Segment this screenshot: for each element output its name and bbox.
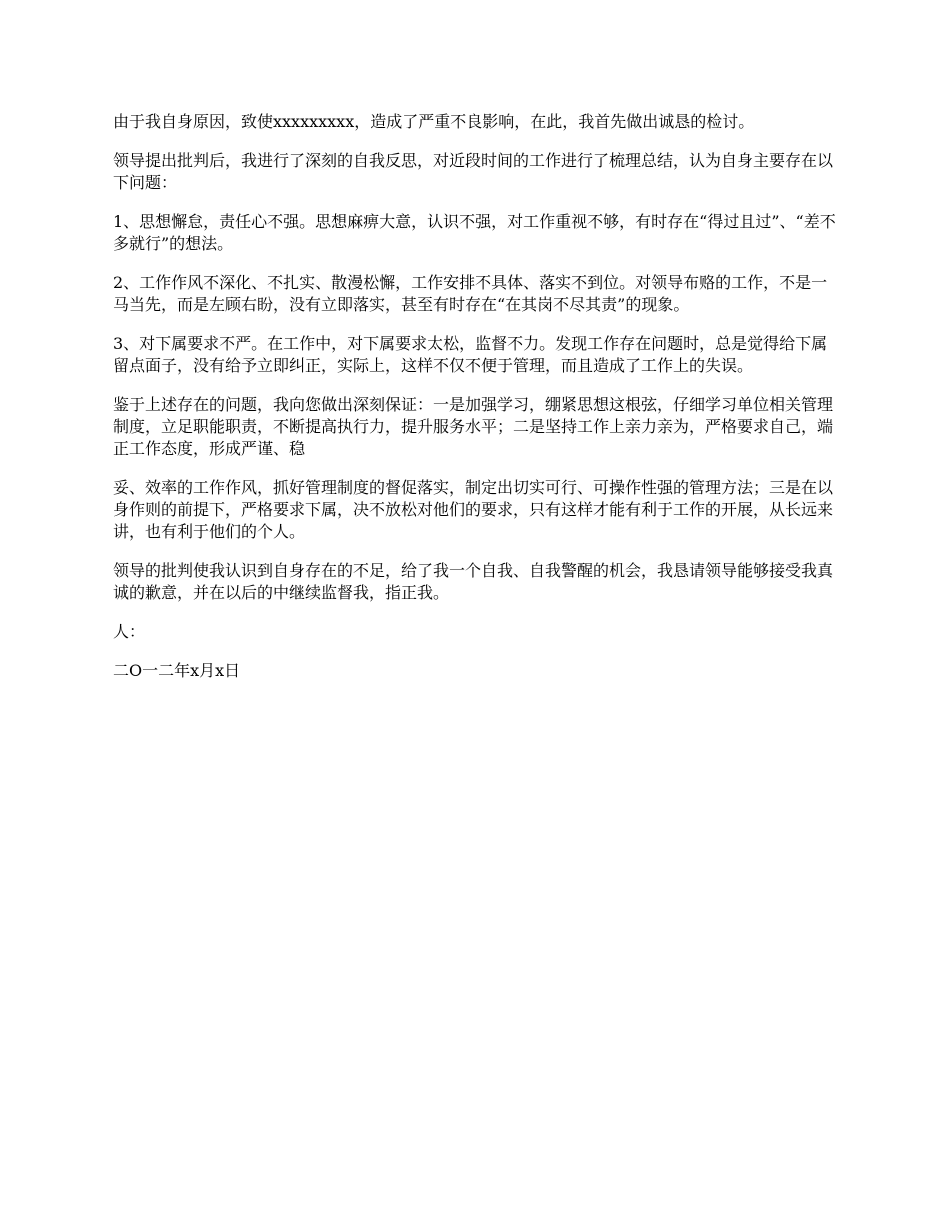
paragraph-problem-2: 2、工作作风不深化、不扎实、散漫松懈，工作安排不具体、落实不到位。对领导布赂的工作，不是一马当先，而是左顾右盼，没有立即落实，甚至有时存在“在其岗不尽其责”的现象。 xyxy=(113,273,828,314)
paragraph-guarantee: 鉴于上述存在的问题，我向您做出深刻保证：一是加强学习，绷紧思想这根弦，仔细学习单位相关管理制度，立足职能职责，不断提高执行力，提升服务水平；二是坚持工作上亲力亲为，严格要求自己，端正工作态度，形成严谨、稳 xyxy=(113,395,834,458)
date-line: 二O一二年x月x日 xyxy=(113,661,241,680)
paragraph-guarantee-continued: 妥、效率的工作作风，抓好管理制度的督促落实，制定出切实可行、可操作性强的管理方法；三是在以身作则的前提下，严格要求下属，决不放松对他们的要求，只有这样才能有利于工作的开展，从长远来讲，也有利于他们的个人。 xyxy=(113,478,834,541)
paragraph-closing: 领导的批判使我认识到自身存在的不足，给了我一个自我、自我警醒的机会，我恳请领导能够接受我真诚的歉意，并在以后的中继续监督我，指正我。 xyxy=(113,561,834,602)
paragraph-problem-1: 1、思想懈怠，责任心不强。思想麻痹大意，认识不强，对工作重视不够，有时存在“得过且过”、“差不多就行”的想法。 xyxy=(113,212,836,253)
paragraph-intro: 由于我自身原因，致使xxxxxxxxx，造成了严重不良影响，在此，我首先做出诚恳的检讨。 xyxy=(113,112,755,131)
paragraph-reflection: 领导提出批判后，我进行了深刻的自我反思，对近段时间的工作进行了梳理总结，认为自身主要存在以下问题： xyxy=(113,151,834,192)
document-body xyxy=(113,111,841,699)
paragraph-problem-3: 3、对下属要求不严。在工作中，对下属要求太松，监督不力。发现工作存在问题时，总是觉得给下属留点面子，没有给予立即纠正，实际上，这样不仅不便于管理，而且造成了工作上的失误。 xyxy=(113,334,828,375)
signature-line: 人： xyxy=(113,622,146,641)
